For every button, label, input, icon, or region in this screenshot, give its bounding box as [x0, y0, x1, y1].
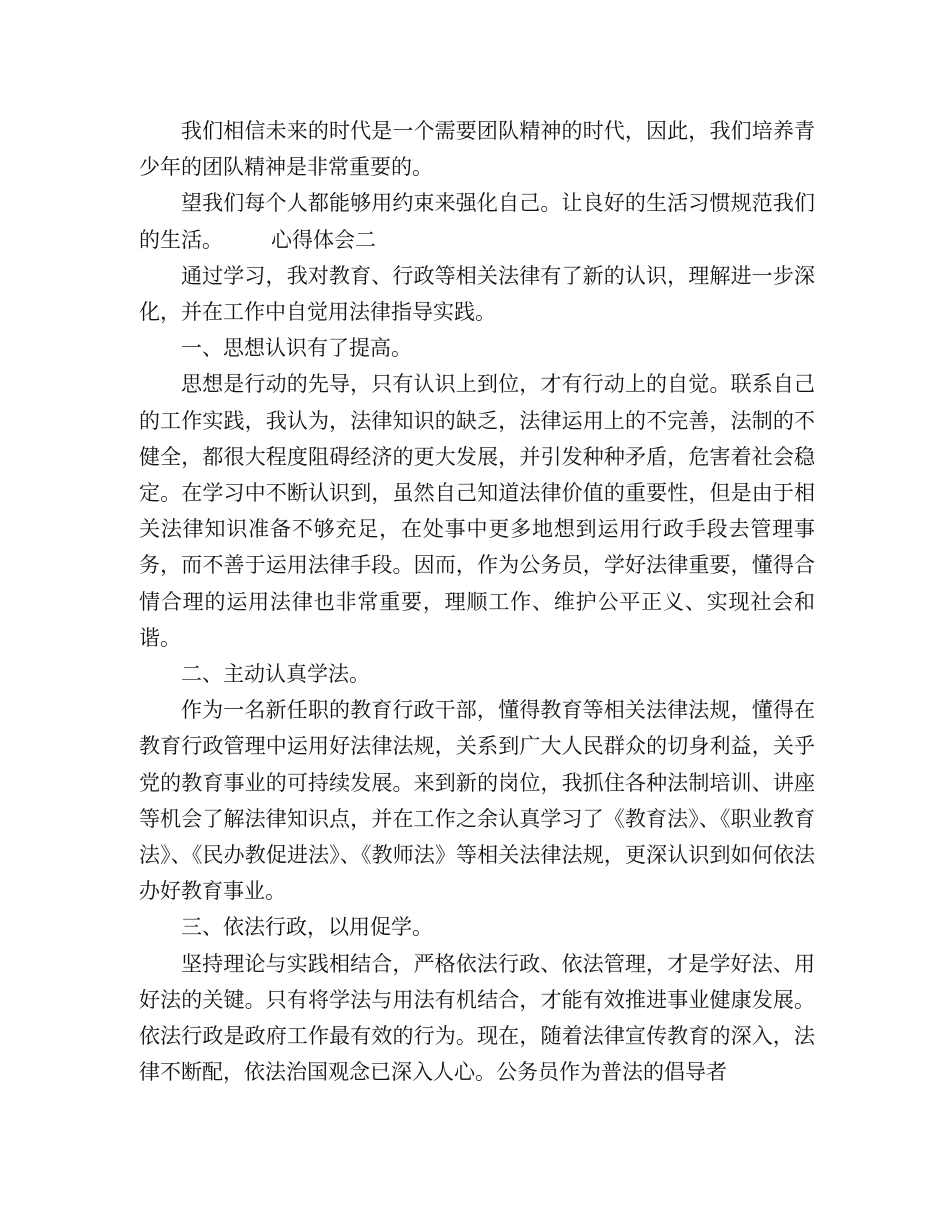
paragraph-law-study-intro: 通过学习，我对教育、行政等相关法律有了新的认识，理解进一步深化，并在工作中自觉用法律指导实践。	[139, 263, 815, 325]
paragraph-education-cadre: 作为一名新任职的教育行政干部，懂得教育等相关法律法规，懂得在教育行政管理中运用好法律法规，关系到广大人民群众的切身利益，关乎党的教育事业的可持续发展。来到新的岗位，我抓住各种法制培训、讲座等机会了解法律知识点，并在工作之余认真学习了《教育法》、《职业教育法》、《民办教促进法》、《教师法》等相关法律法规，更深认识到如何依法办好教育事业。	[139, 698, 815, 904]
paragraph-thought-guide: 思想是行动的先导，只有认识上到位，才有行动上的自觉。联系自己的工作实践，我认为，法律知识的缺乏，法律运用上的不完善，法制的不健全，都很大程度阻碍经济的更大发展，并引发种种矛盾，危害着社会稳定。在学习中不断认识到，虽然自己知道法律价值的重要性，但是由于相关法律知识准备不够充足，在处事中更多地想到运用行政手段去管理事务，而不善于运用法律手段。因而，作为公务员，学好法律重要，懂得合情合理的运用法律也非常重要，理顺工作、维护公平正义、实现社会和谐。	[139, 372, 815, 650]
paragraph-self-discipline-text: 望我们每个人都能够用约束来强化自己。让良好的生活习惯规范我们的生活。	[139, 191, 815, 252]
paragraph-team-spirit: 我们相信未来的时代是一个需要团队精神的时代，因此，我们培养青少年的团队精神是非常重要的。	[139, 119, 815, 180]
document-body	[139, 113, 815, 1090]
heading-law-administration: 三、依法行政，以用促学。	[181, 915, 433, 940]
paragraph-self-discipline	[139, 185, 815, 257]
heading-thought-awareness: 一、思想认识有了提高。	[181, 336, 412, 361]
heading-active-study: 二、主动认真学法。	[181, 662, 370, 687]
section-title-reflection-two: 心得体会二	[271, 227, 376, 252]
paragraph-theory-practice: 坚持理论与实践相结合，严格依法行政、依法管理，才是学好法、用好法的关键。只有将学法与用法有机结合，才能有效推进事业健康发展。依法行政是政府工作最有效的行为。现在，随着法律宣传教育的深入，法律不断配，依法治国观念已深入人心。公务员作为普法的倡导者	[139, 951, 815, 1085]
